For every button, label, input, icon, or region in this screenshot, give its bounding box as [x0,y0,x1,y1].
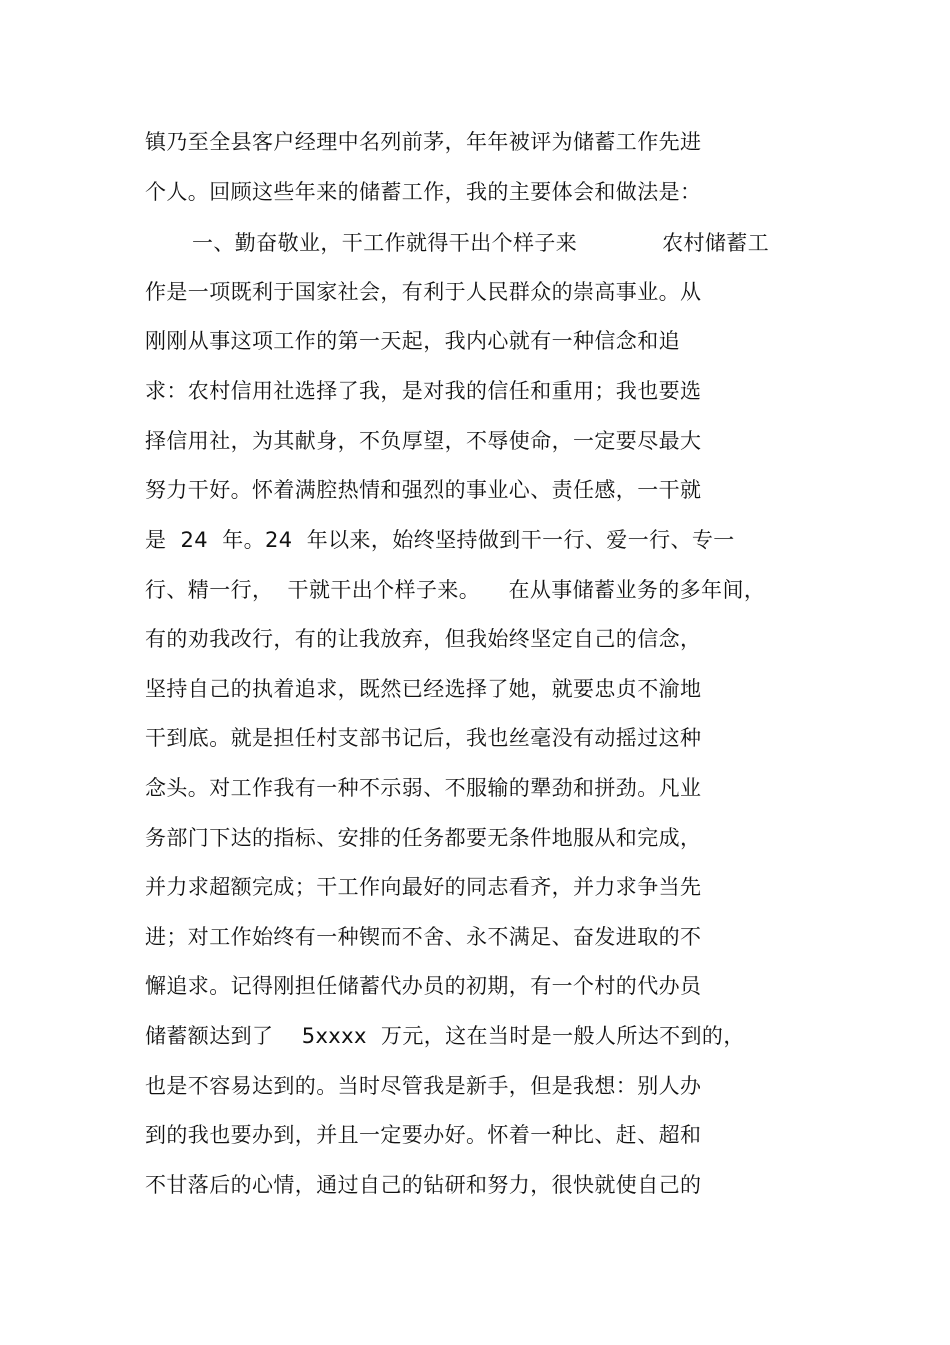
text-line: 努力干好。怀着满腔热情和强烈的事业心、责任感，一干就 [145,478,702,502]
text-line: 并力求超额完成；干工作向最好的同志看齐，并力求争当先 [145,875,702,899]
text-line: 务部门下达的指标、安排的任务都要无条件地服从和完成， [145,826,702,850]
text-line: 作是一项既利于国家社会，有利于人民群众的崇高事业。从 [145,280,702,304]
section-heading-line: 一、勤奋敬业，干工作就得干出个样子来 农村储蓄工 [192,231,770,255]
text-line: 坚持自己的执着追求，既然已经选择了她，就要忠贞不渝地 [145,677,702,701]
text-line: 择信用社，为其献身，不负厚望，不辱使命，一定要尽最大 [145,429,702,453]
text-line: 是 24 年。24 年以来，始终坚持做到干一行、爱一行、专一 [145,528,735,552]
text-line: 懈追求。记得刚担任储蓄代办员的初期，有一个村的代办员 [145,974,702,998]
text-line: 储蓄额达到了 5xxxx 万元，这在当时是一般人所达不到的， [145,1024,745,1048]
text-line: 到的我也要办到，并且一定要办好。怀着一种比、赶、超和 [145,1123,702,1147]
text-line: 进；对工作始终有一种锲而不舍、永不满足、奋发进取的不 [145,925,702,949]
text-line: 行、精一行， 干就干出个样子来。 在从事储蓄业务的多年间， [145,578,766,602]
text-line: 不甘落后的心情，通过自己的钻研和努力，很快就使自己的 [145,1173,702,1197]
text-line: 求：农村信用社选择了我，是对我的信任和重用；我也要选 [145,379,702,403]
text-line: 刚刚从事这项工作的第一天起，我内心就有一种信念和追 [145,329,680,353]
text-line: 干到底。就是担任村支部书记后，我也丝毫没有动摇过这种 [145,726,702,750]
text-line: 有的劝我改行，有的让我放弃，但我始终坚定自己的信念， [145,627,702,651]
text-line: 镇乃至全县客户经理中名列前茅，年年被评为储蓄工作先进 [145,130,702,154]
text-line: 念头。对工作我有一种不示弱、不服输的犟劲和拼劲。凡业 [145,776,702,800]
text-line: 也是不容易达到的。当时尽管我是新手，但是我想：别人办 [145,1074,702,1098]
text-line: 个人。回顾这些年来的储蓄工作，我的主要体会和做法是： [145,180,702,204]
